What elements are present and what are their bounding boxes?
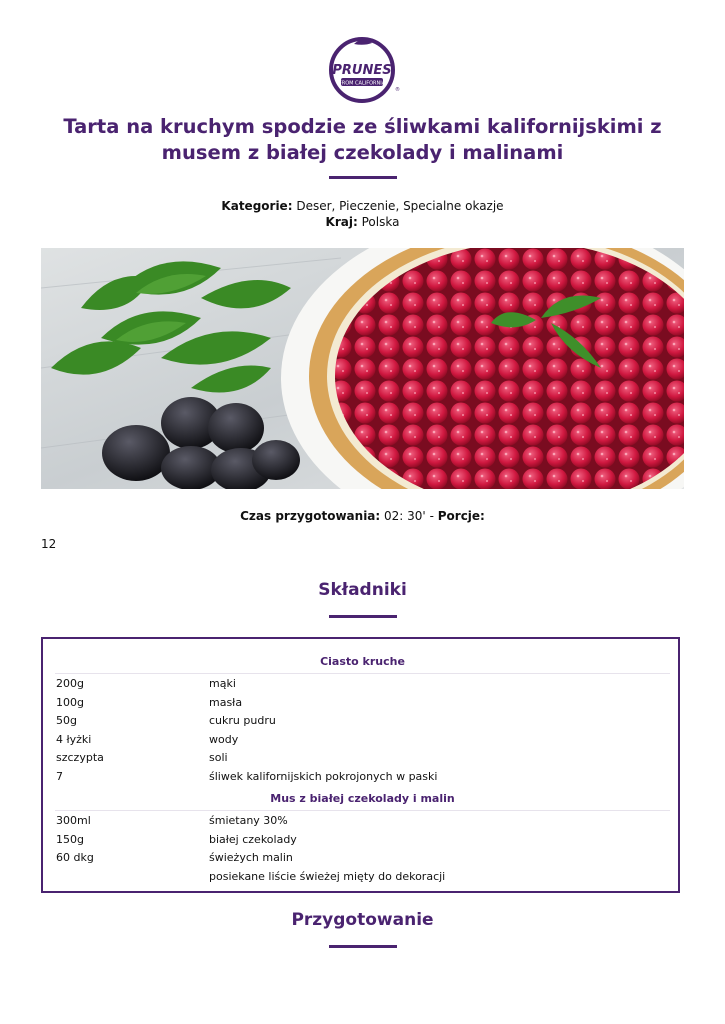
ingredient-row [56,849,666,867]
ingredient-qty: 300ml [56,814,91,827]
svg-text:PRUNES: PRUNES [332,63,392,78]
servings-label: Porcje: [437,509,485,523]
category-line [0,198,725,214]
prep-line [0,508,725,524]
ingredient-row [56,812,666,830]
ingredient-row [56,749,666,767]
ingredient-name: cukru pudru [209,714,276,727]
ingredient-qty: 7 [56,769,63,783]
ingredient-name: wody [209,732,239,746]
ingredient-qty: 150g [56,832,84,846]
svg-text:FROM CALIFORNIA: FROM CALIFORNIA [338,80,386,87]
preparation-divider [329,945,397,948]
ingredient-row [56,831,666,849]
ingredient-row [56,712,666,730]
ingredient-name: śliwek kalifornijskich pokrojonych w paski [209,769,438,783]
ingredient-qty: 50g [56,714,77,727]
country-label: Kraj: [325,215,358,229]
ingredient-qty: 200g [56,677,84,690]
preparation-heading: Przygotowanie [291,910,434,930]
category-value: Deser, Pieczenie, Specialne okazje [296,199,504,213]
group-heading: Ciasto kruche [55,655,670,674]
servings-value: 12 [41,537,57,551]
ingredient-name: mąki [209,677,236,690]
ingredients-table [41,637,680,893]
group-heading: Mus z białej czekolady i malin [55,792,670,811]
ingredient-name: posiekane liście świeżej mięty do dekoracji [209,869,446,883]
prunes-logo [328,34,400,106]
ingredient-row [56,731,666,749]
ingredient-qty: 4 łyżki [56,732,92,746]
ingredient-row [56,768,666,786]
country-line [0,214,725,230]
ingredients-heading: Składniki [318,580,407,600]
ingredient-name: soli [209,751,228,764]
ingredient-row [56,694,666,712]
country-value: Polska [361,215,400,229]
title-divider [329,176,397,179]
ingredients-divider [329,615,397,618]
ingredient-row [56,675,666,693]
ingredient-name: masła [209,695,243,709]
ingredient-name: białej czekolady [209,832,297,846]
ingredient-qty: szczypta [56,751,104,764]
recipe-title: Tarta na kruchym spodzie ze śliwkami kalifornijskimi z musem z białej czekolady i malinami [63,115,662,164]
prep-separator: - [429,509,434,523]
category-label: Kategorie: [221,199,293,213]
svg-text:®: ® [395,87,400,93]
prep-label: Czas przygotowania: [240,509,381,523]
ingredient-qty: 100g [56,695,84,709]
ingredient-qty: 60 dkg [56,851,94,864]
ingredient-row [56,868,666,886]
prep-value: 02: 30' [384,509,426,523]
recipe-photo [41,248,684,489]
ingredient-name: świeżych malin [209,851,293,864]
ingredient-name: śmietany 30% [209,814,288,827]
